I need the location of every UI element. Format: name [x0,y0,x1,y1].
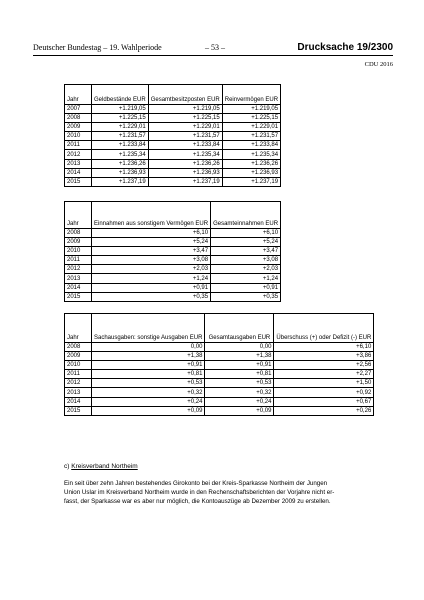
table-row [65,352,374,361]
amount-cell: +1.229,01 [148,123,222,132]
amount-cell: +0,53 [205,379,274,388]
header-rule [33,55,393,56]
amount-cell: +3,47 [92,247,211,256]
year-cell: 2008 [65,114,92,123]
amount-cell: +3,47 [211,247,281,256]
expenses-table [64,313,374,416]
table-row [65,177,281,186]
amount-cell: +1.225,15 [148,114,222,123]
amount-cell: +1,24 [92,274,211,283]
year-cell: 2010 [65,247,92,256]
amount-cell: +1.236,93 [222,168,280,177]
year-cell: 2015 [65,406,92,415]
table-row [65,168,281,177]
table-row [65,343,374,352]
amount-cell: +1.219,05 [148,105,222,114]
amount-cell: +0,24 [205,397,274,406]
amount-cell: +0,35 [211,292,281,301]
table-row [65,292,281,301]
assets-table [64,84,281,187]
amount-cell: +5,24 [211,238,281,247]
year-cell: 2014 [65,397,92,406]
amount-cell: +0,91 [92,361,205,370]
amount-cell: +0,35 [92,292,211,301]
table-row [65,132,281,141]
table-row [65,379,374,388]
amount-cell: 0,00 [205,343,274,352]
amount-cell: +1.235,34 [148,150,222,159]
year-cell: 2010 [65,132,92,141]
column-header: Jahr [65,314,92,343]
year-cell: 2008 [65,343,92,352]
amount-cell: +1.231,57 [92,132,149,141]
amount-cell: +1.233,84 [92,141,149,150]
table-row [65,370,374,379]
amount-cell: +6,10 [211,229,281,238]
table-row [65,114,281,123]
amount-cell: +0,09 [92,406,205,415]
amount-cell: +1.236,93 [92,168,149,177]
amount-cell: +1.237,19 [148,177,222,186]
column-header: Gesamtausgaben EUR [205,314,274,343]
amount-cell: +1.236,26 [148,159,222,168]
table-row [65,105,281,114]
amount-cell: +1.225,15 [222,114,280,123]
amount-cell: 0,00 [92,343,205,352]
body-paragraph [64,479,370,506]
amount-cell: +5,24 [92,238,211,247]
party-year-tag: CDU 2016 [364,61,393,68]
amount-cell: +0,81 [205,370,274,379]
amount-cell: +3,08 [92,256,211,265]
table-row [65,256,281,265]
amount-cell: +1.219,05 [222,105,280,114]
year-cell: 2013 [65,159,92,168]
year-cell: 2014 [65,283,92,292]
year-cell: 2012 [65,379,92,388]
page-header [33,42,393,56]
amount-cell: +1.237,19 [222,177,280,186]
year-cell: 2014 [65,168,92,177]
amount-cell: +0,92 [274,388,374,397]
year-cell: 2013 [65,274,92,283]
column-header: Überschuss (+) oder Defizit (-) EUR [274,314,374,343]
year-cell: 2011 [65,370,92,379]
amount-cell: +3,08 [211,256,281,265]
amount-cell: +0,32 [92,388,205,397]
amount-cell: +0,91 [211,283,281,292]
table-row [65,247,281,256]
amount-cell: +6,10 [274,343,374,352]
amount-cell: +1.237,19 [92,177,149,186]
table-row [65,141,281,150]
amount-cell: +0,91 [92,283,211,292]
document-number: Drucksache 19/2300 [297,42,393,53]
column-header: Reinvermögen EUR [222,85,280,105]
year-cell: 2012 [65,150,92,159]
table-row [65,406,374,415]
year-cell: 2008 [65,229,92,238]
amount-cell: +0,26 [274,406,374,415]
amount-cell: +1,24 [211,274,281,283]
table-row [65,361,374,370]
table-row [65,238,281,247]
table-row [65,150,281,159]
amount-cell: +1.235,34 [92,150,149,159]
year-cell: 2007 [65,105,92,114]
amount-cell: +0,09 [205,406,274,415]
year-cell: 2013 [65,388,92,397]
year-cell: 2015 [65,177,92,186]
column-header: Gesamtbesitzposten EUR [148,85,222,105]
amount-cell: +3,86 [274,352,374,361]
table-row [65,388,374,397]
amount-cell: +1.225,15 [92,114,149,123]
amount-cell: +2,56 [274,361,374,370]
amount-cell: +1,50 [274,379,374,388]
amount-cell: +6,10 [92,229,211,238]
amount-cell: +1.233,84 [148,141,222,150]
year-cell: 2009 [65,352,92,361]
amount-cell: +1.231,57 [148,132,222,141]
amount-cell: +2,03 [211,265,281,274]
amount-cell: +1.219,05 [92,105,149,114]
year-cell: 2010 [65,361,92,370]
amount-cell: +1.236,26 [222,159,280,168]
amount-cell: +0,67 [274,397,374,406]
section-title: Kreisverband Northeim [71,463,138,470]
column-header: Einnahmen aus sonstigem Vermögen EUR [92,202,211,229]
year-cell: 2011 [65,256,92,265]
column-header: Sachausgaben: sonstige Ausgaben EUR [92,314,205,343]
amount-cell: +0,91 [205,361,274,370]
table-row [65,283,281,292]
table-row [65,274,281,283]
year-cell: 2009 [65,123,92,132]
amount-cell: +0,53 [92,379,205,388]
amount-cell: +1.236,93 [148,168,222,177]
amount-cell: +1.229,01 [92,123,149,132]
column-header: Jahr [65,202,92,229]
amount-cell: +1.236,26 [92,159,149,168]
year-cell: 2015 [65,292,92,301]
year-cell: 2009 [65,238,92,247]
column-header: Geldbestände EUR [92,85,149,105]
income-table [64,201,281,302]
header-publication: Deutscher Bundestag – 19. Wahlperiode [33,43,162,52]
table-row [65,123,281,132]
page-number: – 53 – [205,43,225,52]
section-marker: c) [64,463,70,470]
column-header: Gesamteinnahmen EUR [211,202,281,229]
table-row [65,397,374,406]
paragraph-line: fasst, der Sparkasse war es aber nur möglich, die Kontoauszüge ab Dezember 2009 zu erstellen. [64,498,331,505]
table-row [65,229,281,238]
year-cell: 2012 [65,265,92,274]
paragraph-line: Ein seit über zehn Jahren bestehendes Girokonto bei der Kreis-Sparkasse Northeim der Jungen [64,480,328,487]
amount-cell: +0,32 [205,388,274,397]
column-header: Jahr [65,85,92,105]
paragraph-line: Union Uslar im Kreisverband Northeim wurde in den Rechenschaftsberichten der Vorjahre nicht er- [64,489,335,496]
amount-cell: +1.229,01 [222,123,280,132]
amount-cell: +0,81 [92,370,205,379]
amount-cell: +2,03 [92,265,211,274]
amount-cell: +0,24 [92,397,205,406]
table-row [65,159,281,168]
amount-cell: +1.231,57 [222,132,280,141]
year-cell: 2011 [65,141,92,150]
table-row [65,265,281,274]
section-heading [64,463,138,470]
amount-cell: +2,27 [274,370,374,379]
amount-cell: +1,38 [205,352,274,361]
amount-cell: +1.235,34 [222,150,280,159]
amount-cell: +1,38 [92,352,205,361]
amount-cell: +1.233,84 [222,141,280,150]
